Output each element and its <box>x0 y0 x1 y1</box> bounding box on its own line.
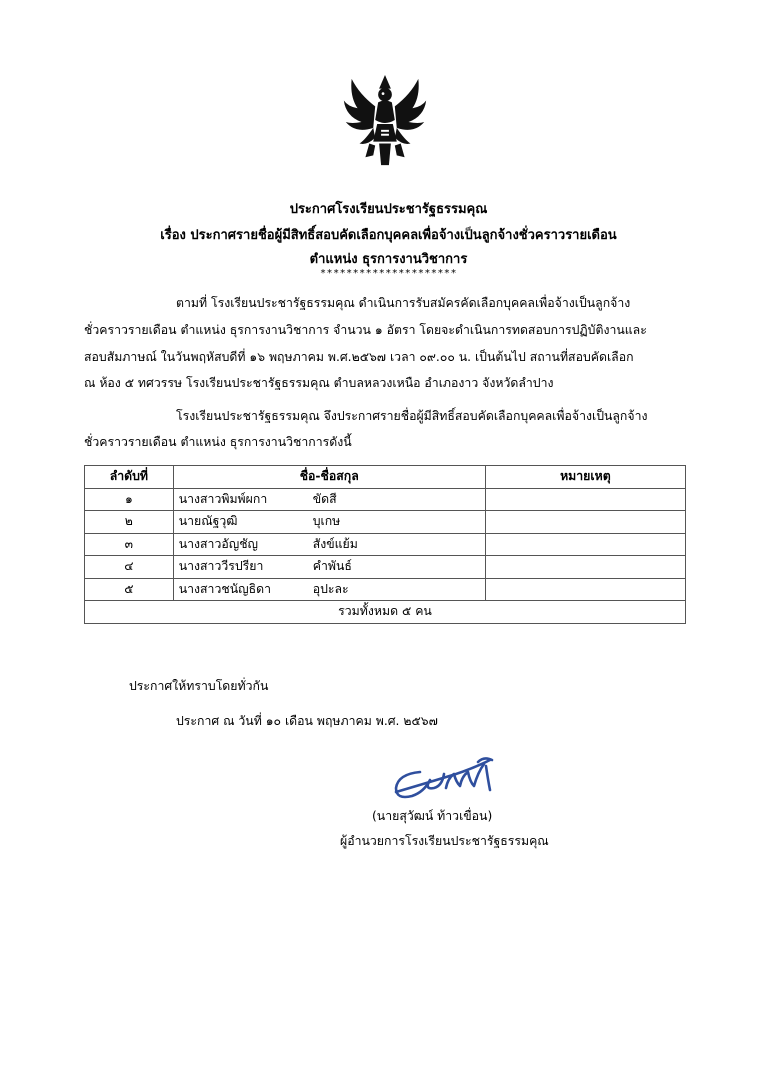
row-remark <box>485 556 685 579</box>
first-name: นายณัฐวุฒิ <box>178 514 238 529</box>
row-number: ๔ <box>85 556 174 579</box>
row-name <box>173 511 485 534</box>
paragraph-1-line-1: ตามที่ โรงเรียนประชารัฐธรรมคุณ ดำเนินการรับสมัครคัดเลือกบุคคลเพื่อจ้างเป็นลูกจ้าง <box>176 296 631 310</box>
row-remark <box>485 511 685 534</box>
header-remark: หมายเหตุ <box>485 466 685 489</box>
table-total-row <box>85 601 686 624</box>
table-row <box>85 511 686 534</box>
row-remark <box>485 533 685 556</box>
first-name: นางสาววีรปรียา <box>178 559 264 574</box>
row-number: ๒ <box>85 511 174 534</box>
announcement-date: ประกาศ ณ วันที่ ๑๐ เดือน พฤษภาคม พ.ศ. ๒๕๖๗ <box>176 714 438 728</box>
separator-stars: ********************* <box>320 268 457 279</box>
header-name: ชื่อ-ชื่อสกุล <box>173 466 485 489</box>
row-number: ๓ <box>85 533 174 556</box>
paragraph-2-line-1: โรงเรียนประชารัฐธรรมคุณ จึงประกาศรายชื่อผู้มีสิทธิ์สอบคัดเลือกบุคคลเพื่อจ้างเป็นลูกจ้าง <box>176 409 648 423</box>
total-count: รวมทั้งหมด ๕ คน <box>85 601 686 624</box>
candidate-table <box>84 465 686 624</box>
announcement-subject: เรื่อง ประกาศรายชื่อผู้มีสิทธิ์สอบคัดเลือกบุคคลเพื่อจ้างเป็นลูกจ้างชั่วคราวรายเดือน <box>160 228 617 243</box>
last-name: ขัดสี <box>312 491 337 506</box>
last-name: คำพันธ์ <box>312 559 352 574</box>
row-name <box>173 556 485 579</box>
last-name: สังข์แย้ม <box>312 536 358 551</box>
notice-text: ประกาศให้ทราบโดยทั่วกัน <box>129 679 269 693</box>
announcement-position: ตำแหน่ง ธุรการงานวิชาการ <box>309 252 468 267</box>
first-name: นางสาวชนัญธิดา <box>178 581 271 596</box>
paragraph-1-line-3: สอบสัมภาษณ์ ในวันพฤหัสบดีที่ ๑๖ พฤษภาคม พ.ศ.๒๕๖๗ เวลา ๐๙.๐๐ น. เป็นต้นไป สถานที่สอบคัดเลือก <box>84 350 634 364</box>
paragraph-1-line-2: ชั่วคราวรายเดือน ตำแหน่ง ธุรการงานวิชาการ จำนวน ๑ อัตรา โดยจะดำเนินการทดสอบการปฏิบัติงานและ <box>84 323 647 337</box>
table-row <box>85 488 686 511</box>
row-name <box>173 488 485 511</box>
last-name: บุเกษ <box>312 514 341 529</box>
row-name <box>173 533 485 556</box>
announcement-title: ประกาศโรงเรียนประชารัฐธรรมคุณ <box>289 202 488 217</box>
first-name: นางสาวพิมพ์ผกา <box>178 491 268 506</box>
signer-name: (นายสุวัฒน์ ท้าวเขื่อน) <box>372 809 493 823</box>
row-name <box>173 578 485 601</box>
row-number: ๑ <box>85 488 174 511</box>
row-remark <box>485 578 685 601</box>
row-number: ๕ <box>85 578 174 601</box>
header-order: ลำดับที่ <box>85 466 174 489</box>
last-name: อุปะละ <box>312 581 349 596</box>
table-row <box>85 556 686 579</box>
signer-title: ผู้อำนวยการโรงเรียนประชารัฐธรรมคุณ <box>340 834 549 848</box>
first-name: นางสาวอัญชัญ <box>178 536 259 551</box>
table-row <box>85 578 686 601</box>
paragraph-2-line-2: ชั่วคราวรายเดือน ตำแหน่ง ธุรการงานวิชาการดังนี้ <box>84 435 352 449</box>
table-row <box>85 533 686 556</box>
director-signature <box>390 752 505 808</box>
row-remark <box>485 488 685 511</box>
garuda-emblem-icon <box>336 72 434 172</box>
table-header-row <box>85 466 686 489</box>
paragraph-1-line-4: ณ ห้อง ๕ ทศวรรษ โรงเรียนประชารัฐธรรมคุณ ตำบลหลวงเหนือ อำเภองาว จังหวัดลำปาง <box>84 376 554 390</box>
